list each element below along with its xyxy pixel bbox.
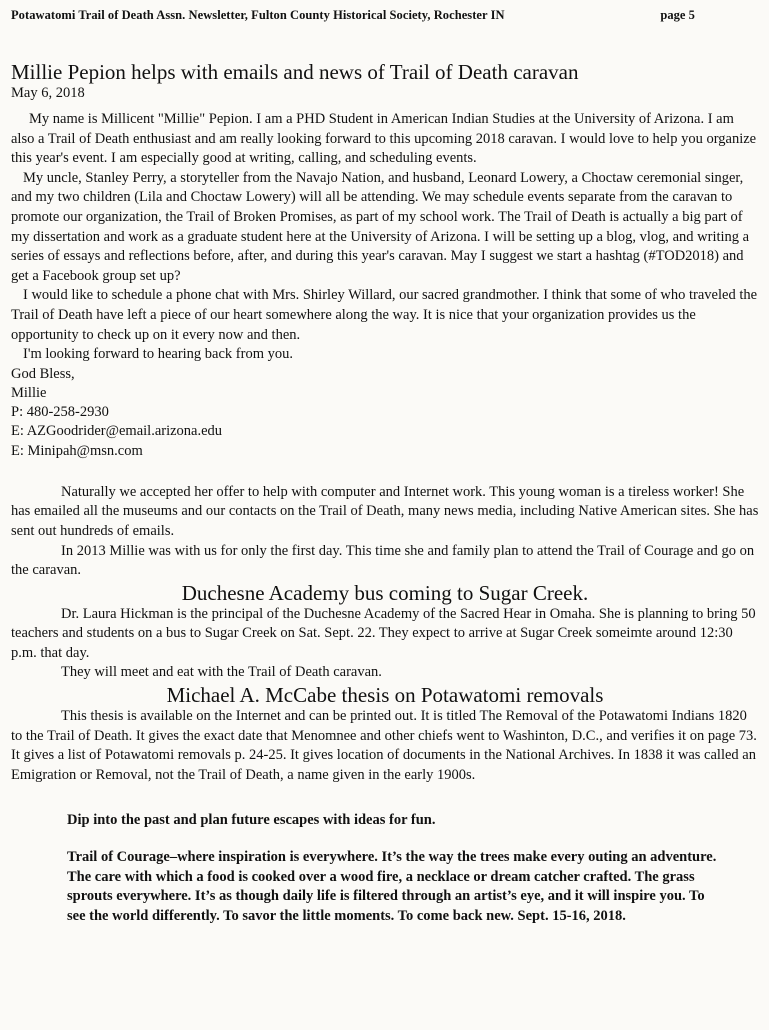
signature-email: E: Minipah@msn.com — [11, 442, 143, 459]
article-date: May 6, 2018 — [11, 85, 85, 101]
letter-signature — [11, 365, 759, 461]
article-millie-pepion — [11, 60, 759, 581]
article-mccabe-thesis — [11, 683, 759, 785]
signature-email: E: AZGoodrider@email.arizona.edu — [11, 423, 223, 440]
letter-paragraph: I would like to schedule a phone chat with Mrs. Shirley Willard, our sacred grandmother. I think that some of who traveled the Trail of Death have left a piece of our heart somewhere along the way. It is nice that your organization provides us the opportunity to check up on it every now and then. — [11, 287, 758, 343]
letter-paragraph: I'm looking forward to hearing back from you. — [23, 346, 293, 363]
signature-line: Millie — [11, 384, 47, 401]
promo-headline: Dip into the past and plan future escapes with ideas for fun. — [67, 812, 436, 829]
article-title: Millie Pepion helps with emails and news of Trail of Death caravan — [11, 60, 579, 84]
page-header — [11, 8, 759, 23]
followup-paragraph: In 2013 Millie was with us for only the first day. This time she and family plan to attend the Trail of Courage and go on the caravan. — [11, 542, 755, 579]
header-title: Potawatomi Trail of Death Assn. Newsletter, Fulton County Historical Society, Rochester IN — [11, 8, 505, 22]
letter-paragraph: My uncle, Stanley Perry, a storyteller from the Navajo Nation, and husband, Leonard Lowery, a Choctaw ceremonial singer, and my two children (Lila and Choctaw Lowery) will all be attending. We may schedule events separate from the caravan to promote our organization, the Trail of Broken Promises, as part of my school work. The Trail of Death is actually a big part of my dissertation and work as a graduate student here at the University of Arizona. I will be setting up a blog, vlog, and writing a series of essays and reflections before, after, and during this year's caravan. May I suggest we start a hashtag (#TOD2018) and get a Facebook group set up? — [11, 169, 750, 284]
article-title: Michael A. McCabe thesis on Potawatomi removals — [166, 683, 604, 708]
letter-paragraph: My name is Millicent "Millie" Pepion. I am a PHD Student in American Indian Studies at the University of Arizona. I am also a Trail of Death enthusiast and am really looking forward to this upcoming 2018 caravan. I would love to help you organize this year's event. I am especially good at writing, calling, and scheduling events. — [11, 111, 757, 167]
signature-line: God Bless, — [11, 365, 75, 382]
signature-phone: P: 480-258-2930 — [11, 404, 109, 421]
article-paragraph: Dr. Laura Hickman is the principal of the Duchesne Academy of the Sacred Hear in Omaha. She is planning to bring 50 teachers and students on a bus to Sugar Creek on Sat. Sept. 22. They expect to arrive at Sugar Creek someimte around 12:30 p.m. that day. — [11, 605, 756, 661]
promo-box — [11, 811, 759, 926]
article-paragraph: They will meet and eat with the Trail of Death caravan. — [61, 664, 382, 681]
promo-body: Trail of Courage–where inspiration is everywhere. It’s the way the trees make every outing an adventure. The care with which a food is cooked over a wood fire, a necklace or dream catcher crafted. The grass sprouts everywhere. It’s as though daily life is filtered through an artist’s eye, and it will inspire you. To see the world differently. To savor the little moments. To come back new. Sept. 15-16, 2018. — [67, 849, 717, 924]
page-number: page 5 — [660, 8, 695, 22]
article-duchesne-academy — [11, 581, 759, 683]
article-title: Duchesne Academy bus coming to Sugar Creek. — [181, 580, 589, 605]
followup-paragraph: Naturally we accepted her offer to help with computer and Internet work. This young woman is a tireless worker! She has emailed all the museums and our contacts on the Trail of Death, many news media, including Native American sites. She has sent out hundreds of emails. — [11, 483, 759, 539]
article-paragraph: This thesis is available on the Internet and can be printed out. It is titled The Removal of the Potawatomi Indians 1820 to the Trail of Death. It gives the exact date that Menomnee and other chiefs went to Washinton, D.C., and verifies it on page 73. It gives a list of Potawatomi removals p. 24-25. It gives location of documents in the National Archives. In 1838 it was called an Emigration or Removal, not the Trail of Death, a name given in the early 1900s. — [11, 708, 757, 783]
